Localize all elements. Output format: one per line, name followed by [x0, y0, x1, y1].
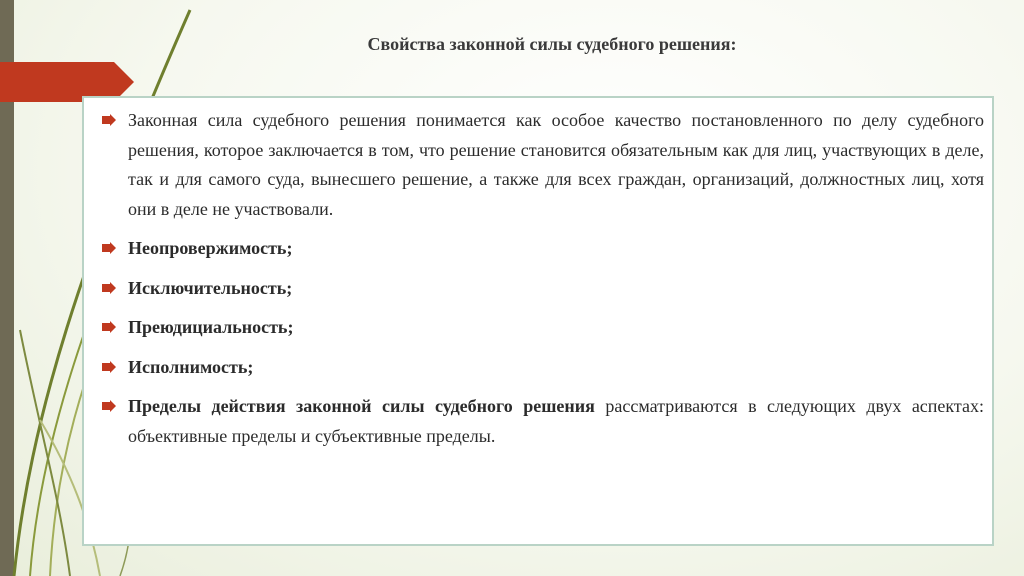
- content-box: [82, 96, 994, 546]
- red-arrow-bullet-icon: [102, 321, 116, 333]
- list-item-neoproverzhimost: [128, 234, 984, 264]
- item-text: Преюдициальность;: [128, 317, 294, 337]
- red-arrow-bullet-icon: [102, 400, 116, 412]
- item-text: Исполнимость;: [128, 356, 254, 377]
- list-item-preyuditsialnost: [128, 313, 984, 343]
- item-text: Неопровержимость;: [128, 238, 293, 258]
- list-item-predely: [128, 392, 984, 451]
- item-text: рассматриваются в следующих двух аспектах: объективные пределы и субъективные пределы.: [128, 396, 985, 446]
- red-arrow-bullet-icon: [102, 114, 116, 126]
- red-arrow-bullet-icon: [102, 282, 116, 294]
- red-arrow-bullet-icon: [102, 361, 116, 373]
- item-text: Законная сила судебного решения понимается как особое качество постановленного по делу судебного решения, которое заключается в том, что решение становится обязательным как для лиц, участвующих в деле, так и для самого суда, вынесшего решение, а также для всех граждан, организаций, должностных лиц, хотя они в деле не участвовали.: [128, 110, 984, 219]
- list-item-isklyuchitelnost: [128, 274, 984, 304]
- list-item-ispolnimost: [128, 353, 984, 383]
- red-arrow-bullet-icon: [102, 242, 116, 254]
- item-text: Исключительность;: [128, 277, 293, 298]
- bullet-list: [84, 98, 992, 451]
- list-item-definition: [128, 106, 984, 224]
- slide-title: Свойства законной силы судебного решения:: [367, 34, 737, 54]
- item-bold-text: Пределы действия законной силы судебного решения: [128, 396, 595, 416]
